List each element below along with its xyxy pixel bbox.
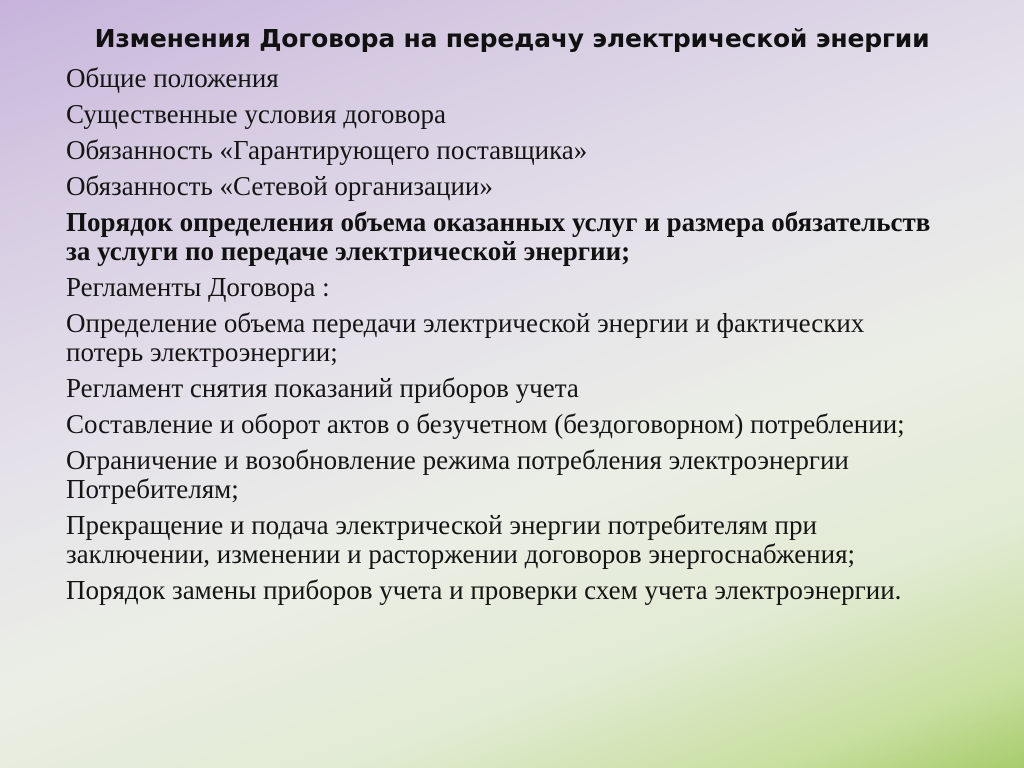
list-item-meter-replacement: Порядок замены приборов учета и проверки схем учета электроэнергии. — [66, 575, 902, 605]
list-item-network-duty: Обязанность «Сетевой организации» — [66, 171, 493, 201]
list-item-unmetered-acts: Составление и оборот актов о безучетном (бездоговорном) потреблении; — [66, 409, 905, 439]
list-item-essential-terms: Существенные условия договора — [66, 99, 446, 129]
list-item-supplier-duty: Обязанность «Гарантирующего поставщика» — [66, 135, 588, 165]
list-item-meter-reading: Регламент снятия показаний приборов учета — [66, 373, 579, 403]
list-item-termination: Прекращение и подача электрической энергии потребителям при заключении, изменении и расторжении договоров энергоснабжения; — [66, 510, 855, 569]
list-item-regulations-header: Регламенты Договора : — [66, 272, 330, 302]
content-list — [66, 64, 946, 612]
list-item-transfer-volume: Определение объема передачи электрической энергии и фактических потерь электроэнергии; — [66, 308, 865, 367]
list-item-restriction: Ограничение и возобновление режима потребления электроэнергии Потребителям; — [66, 445, 849, 504]
list-item-general-provisions: Общие положения — [66, 63, 279, 93]
list-item-volume-determination: Порядок определения объема оказанных услуг и размера обязательств за услуги по передаче электрической энергии; — [66, 207, 931, 266]
slide-title: Изменения Договора на передачу электрической энергии — [94, 24, 930, 53]
